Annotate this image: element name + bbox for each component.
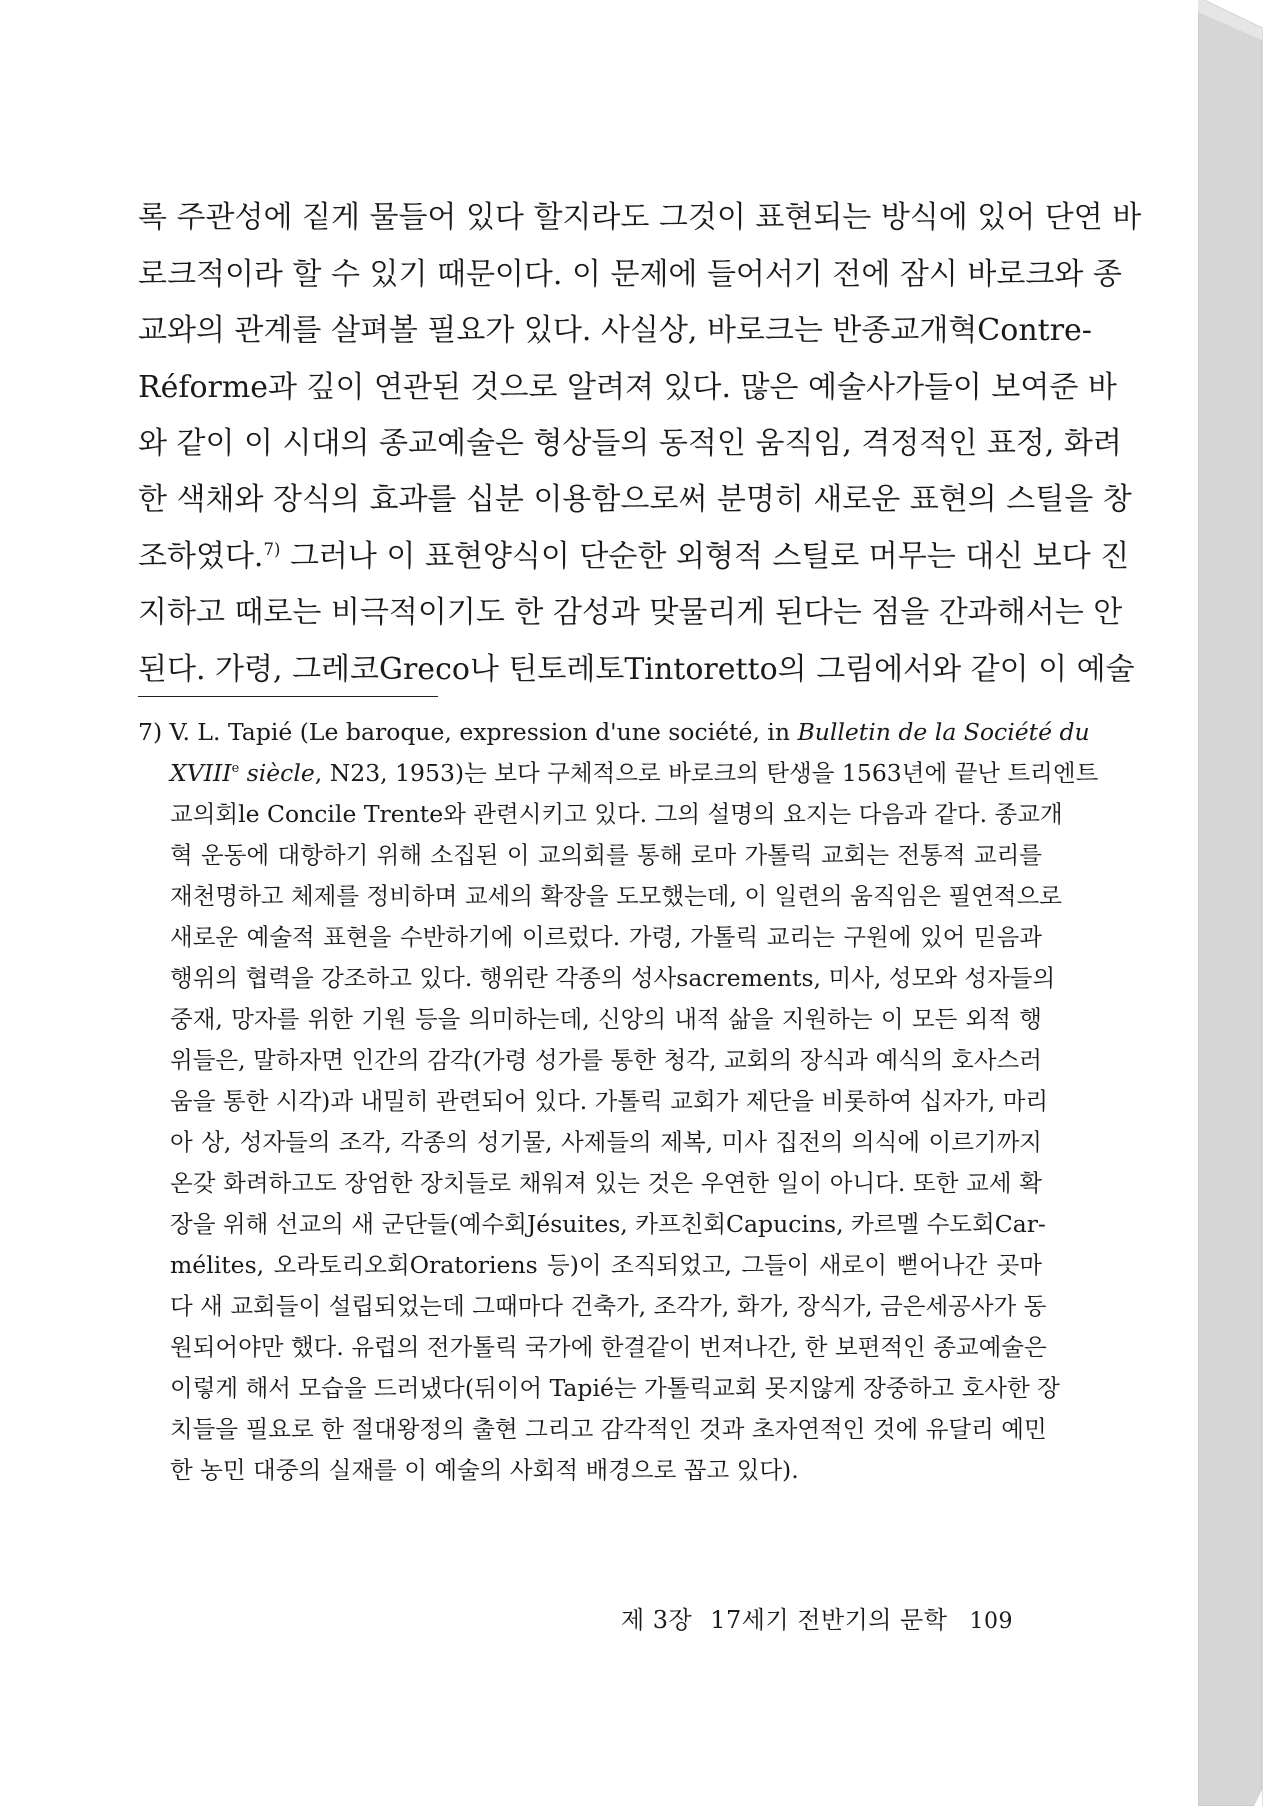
footnote-text: V. L. Tapié (Le baroque, expression d'une société, in <box>169 718 798 746</box>
body-line: 로크적이라 할 수 있기 때문이다. 이 문제에 들어서기 전에 잠시 바로크와 종 <box>138 257 1122 292</box>
footnote-line: 온갖 화려하고도 장엄한 장치들로 채워져 있는 것은 우연한 일이 아니다. 또한 교세 확 <box>170 1169 1042 1197</box>
footnote-line: 교의회le Concile Trente와 관련시키고 있다. 그의 설명의 요지는 다음과 같다. 종교개 <box>170 800 1063 828</box>
body-line-segment: 조하였다. <box>138 539 264 574</box>
footnote-line: 중재, 망자를 위한 기원 등을 의미하는데, 신앙의 내적 삶을 지원하는 이 모든 외적 행 <box>170 1005 1042 1033</box>
footnote-text: , N23, 1953)는 보다 구체적으로 바로크의 탄생을 1563년에 끝난 트리엔트 <box>314 759 1099 787</box>
footnote-line: 한 농민 대중의 실재를 이 예술의 사회적 배경으로 꼽고 있다). <box>170 1456 799 1484</box>
footnote-line: 움을 통한 시각)과 내밀히 관련되어 있다. 가톨릭 교회가 제단을 비롯하여 십자가, 마리 <box>170 1087 1049 1115</box>
footnote-line <box>138 716 1090 748</box>
footnote-journal-title: XVIII <box>170 759 232 787</box>
footnote-line: 치들을 필요로 한 절대왕정의 출현 그리고 감각적인 것과 초자연적인 것에 유달리 예민 <box>170 1415 1047 1443</box>
body-line: 된다. 가령, 그레코Greco나 틴토레토Tintoretto의 그림에서와 같이 이 예술 <box>138 652 1135 687</box>
footnote-line: mélites, 오라토리오회Oratoriens 등)이 조직되었고, 그들이 새로이 뻗어나간 곳마 <box>170 1251 1042 1279</box>
footnote-journal-title: siècle <box>239 759 315 787</box>
chapter-title: 17세기 전반기의 문학 <box>710 1606 948 1634</box>
footnote-line: 다 새 교회들이 설립되었는데 그때마다 건축가, 조각가, 화가, 장식가, 금은세공사가 동 <box>170 1292 1047 1320</box>
body-line: Réforme과 깊이 연관된 것으로 알려져 있다. 많은 예술사가들이 보여준 바 <box>138 370 1117 405</box>
page-footer <box>621 1600 1013 1635</box>
footnote-line: 새로운 예술적 표현을 수반하기에 이르렀다. 가령, 가톨릭 교리는 구원에 있어 믿음과 <box>170 923 1042 951</box>
body-line-segment: 그러나 이 표현양식이 단순한 외형적 스틸로 머무는 대신 보다 진 <box>289 539 1130 574</box>
body-line: 와 같이 이 시대의 종교예술은 형상들의 동적인 움직임, 격정적인 표정, 화려 <box>138 426 1122 461</box>
footnote-line: 행위의 협력을 강조하고 있다. 행위란 각종의 성사sacrements, 미사, 성모와 성자들의 <box>170 964 1056 992</box>
footnote-line: 이렇게 해서 모습을 드러냈다(뒤이어 Tapié는 가톨릭교회 못지않게 장중하고 호사한 장 <box>170 1374 1060 1402</box>
body-line: 한 색채와 장식의 효과를 십분 이용함으로써 분명히 새로운 표현의 스틸을 창 <box>138 482 1132 517</box>
footnote-line: 장을 위해 선교의 새 군단들(예수회Jésuites, 카프친회Capucins, 카르멜 수도회Car- <box>170 1210 1046 1238</box>
body-line: 록 주관성에 짙게 물들어 있다 할지라도 그것이 표현되는 방식에 있어 단연 바 <box>138 200 1142 235</box>
footnote-journal-title: Bulletin de la Société du <box>797 718 1090 746</box>
footnote-line: 혁 운동에 대항하기 위해 소집된 이 교의회를 통해 로마 가톨릭 교회는 전통적 교리를 <box>170 841 1042 869</box>
footnote-line: 재천명하고 체제를 정비하며 교세의 확장을 도모했는데, 이 일련의 움직임은 필연적으로 <box>170 882 1062 910</box>
footnote-number: 7) <box>138 718 163 746</box>
footnote-line: 원되어야만 했다. 유럽의 전가톨릭 국가에 한결같이 번져나간, 한 보편적인 종교예술은 <box>170 1333 1047 1361</box>
footnote-line: 아 상, 성자들의 조각, 각종의 성기물, 사제들의 제복, 미사 집전의 의식에 이르기까지 <box>170 1128 1042 1156</box>
footnote-line: 위들은, 말하자면 인간의 감각(가령 성가를 통한 청각, 교회의 장식과 예식의 호사스러 <box>170 1046 1042 1074</box>
footnote-line <box>170 757 1099 789</box>
footnote-superscript: e <box>231 761 240 777</box>
body-line: 교와의 관계를 살펴볼 필요가 있다. 사실상, 바로크는 반종교개혁Contre- <box>138 313 1092 348</box>
book-edge-graphic <box>1198 0 1268 1806</box>
footnote-reference: 7) <box>263 540 281 559</box>
body-line-with-footnote <box>138 537 1130 577</box>
body-line: 지하고 때로는 비극적이기도 한 감성과 맞물리게 된다는 점을 간과해서는 안 <box>138 595 1123 630</box>
chapter-label: 제 3장 <box>620 1606 693 1634</box>
footnote-separator <box>138 696 438 697</box>
page-number: 109 <box>969 1609 1013 1634</box>
